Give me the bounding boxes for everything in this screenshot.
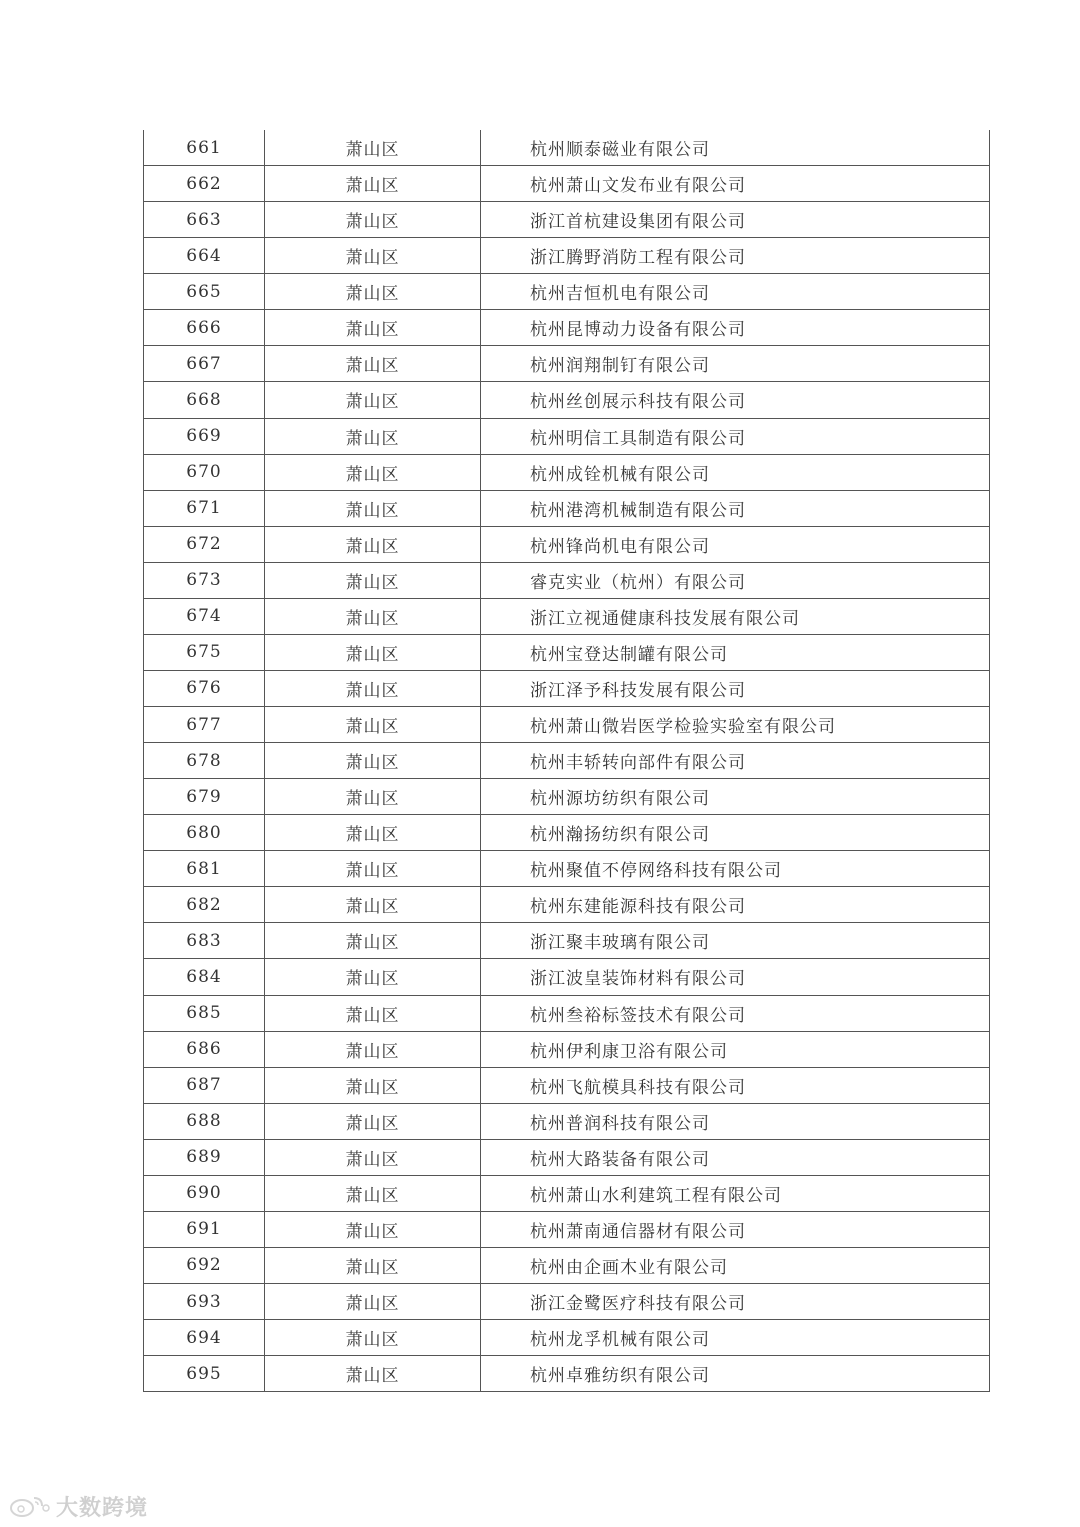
table-row	[144, 382, 990, 418]
company-name-cell: 杭州吉恒机电有限公司	[481, 274, 990, 310]
company-name-cell: 杭州东建能源科技有限公司	[481, 887, 990, 923]
district-cell: 萧山区	[265, 1284, 481, 1320]
company-name-cell: 杭州伊利康卫浴有限公司	[481, 1031, 990, 1067]
table-body	[144, 130, 990, 1392]
row-number-cell: 677	[144, 707, 265, 743]
row-number-cell: 695	[144, 1356, 265, 1392]
company-name-cell: 杭州飞航模具科技有限公司	[481, 1067, 990, 1103]
district-cell: 萧山区	[265, 1356, 481, 1392]
company-name-cell: 杭州成铨机械有限公司	[481, 454, 990, 490]
company-name-cell: 杭州源坊纺织有限公司	[481, 779, 990, 815]
district-cell: 萧山区	[265, 959, 481, 995]
company-name-cell: 杭州聚值不停网络科技有限公司	[481, 851, 990, 887]
company-name-cell: 浙江泽予科技发展有限公司	[481, 670, 990, 706]
watermark-text: 大数跨境	[56, 1495, 149, 1521]
district-cell: 萧山区	[265, 923, 481, 959]
row-number-cell: 679	[144, 779, 265, 815]
row-number-cell: 691	[144, 1211, 265, 1247]
row-number-cell: 666	[144, 310, 265, 346]
table-row	[144, 346, 990, 382]
district-cell: 萧山区	[265, 1247, 481, 1283]
table-row	[144, 1175, 990, 1211]
table-row	[144, 562, 990, 598]
table-row	[144, 490, 990, 526]
company-name-cell: 杭州萧南通信器材有限公司	[481, 1211, 990, 1247]
company-name-cell: 杭州顺泰磁业有限公司	[481, 130, 990, 166]
company-name-cell: 杭州萧山文发布业有限公司	[481, 166, 990, 202]
table-row	[144, 923, 990, 959]
table-row	[144, 995, 990, 1031]
company-name-cell: 浙江聚丰玻璃有限公司	[481, 923, 990, 959]
row-number-cell: 678	[144, 743, 265, 779]
row-number-cell: 682	[144, 887, 265, 923]
table-row	[144, 959, 990, 995]
company-name-cell: 杭州萧山水利建筑工程有限公司	[481, 1175, 990, 1211]
row-number-cell: 683	[144, 923, 265, 959]
row-number-cell: 671	[144, 490, 265, 526]
table-row	[144, 1139, 990, 1175]
district-cell: 萧山区	[265, 1211, 481, 1247]
district-cell: 萧山区	[265, 598, 481, 634]
table-row	[144, 454, 990, 490]
table-row	[144, 238, 990, 274]
company-name-cell: 杭州昆博动力设备有限公司	[481, 310, 990, 346]
table-row	[144, 1211, 990, 1247]
table-row	[144, 418, 990, 454]
row-number-cell: 690	[144, 1175, 265, 1211]
row-number-cell: 664	[144, 238, 265, 274]
district-cell: 萧山区	[265, 562, 481, 598]
row-number-cell: 661	[144, 130, 265, 166]
company-name-cell: 杭州宝登达制罐有限公司	[481, 634, 990, 670]
table-row	[144, 1067, 990, 1103]
company-name-cell: 杭州瀚扬纺织有限公司	[481, 815, 990, 851]
row-number-cell: 694	[144, 1320, 265, 1356]
row-number-cell: 662	[144, 166, 265, 202]
row-number-cell: 668	[144, 382, 265, 418]
district-cell: 萧山区	[265, 526, 481, 562]
table-row	[144, 743, 990, 779]
district-cell: 萧山区	[265, 670, 481, 706]
district-cell: 萧山区	[265, 346, 481, 382]
district-cell: 萧山区	[265, 166, 481, 202]
row-number-cell: 681	[144, 851, 265, 887]
row-number-cell: 673	[144, 562, 265, 598]
company-name-cell: 杭州叁裕标签技术有限公司	[481, 995, 990, 1031]
table-row	[144, 887, 990, 923]
district-cell: 萧山区	[265, 238, 481, 274]
company-name-cell: 浙江立视通健康科技发展有限公司	[481, 598, 990, 634]
row-number-cell: 667	[144, 346, 265, 382]
row-number-cell: 672	[144, 526, 265, 562]
district-cell: 萧山区	[265, 1067, 481, 1103]
table-row	[144, 1320, 990, 1356]
district-cell: 萧山区	[265, 887, 481, 923]
row-number-cell: 663	[144, 202, 265, 238]
row-number-cell: 670	[144, 454, 265, 490]
district-cell: 萧山区	[265, 851, 481, 887]
company-name-cell: 睿克实业（杭州）有限公司	[481, 562, 990, 598]
district-cell: 萧山区	[265, 707, 481, 743]
company-name-cell: 杭州锋尚机电有限公司	[481, 526, 990, 562]
row-number-cell: 687	[144, 1067, 265, 1103]
table-row	[144, 130, 990, 166]
district-cell: 萧山区	[265, 815, 481, 851]
company-name-cell: 浙江波皇装饰材料有限公司	[481, 959, 990, 995]
company-name-cell: 浙江首杭建设集团有限公司	[481, 202, 990, 238]
row-number-cell: 688	[144, 1103, 265, 1139]
district-cell: 萧山区	[265, 1320, 481, 1356]
table-row	[144, 851, 990, 887]
district-cell: 萧山区	[265, 382, 481, 418]
row-number-cell: 669	[144, 418, 265, 454]
row-number-cell: 684	[144, 959, 265, 995]
company-name-cell: 杭州明信工具制造有限公司	[481, 418, 990, 454]
district-cell: 萧山区	[265, 490, 481, 526]
row-number-cell: 692	[144, 1247, 265, 1283]
table-row	[144, 707, 990, 743]
district-cell: 萧山区	[265, 1031, 481, 1067]
district-cell: 萧山区	[265, 1139, 481, 1175]
table-row	[144, 634, 990, 670]
table-row	[144, 166, 990, 202]
table-row	[144, 1031, 990, 1067]
table-row	[144, 1247, 990, 1283]
district-cell: 萧山区	[265, 130, 481, 166]
table-row	[144, 598, 990, 634]
table-row	[144, 1103, 990, 1139]
company-name-cell: 杭州丝创展示科技有限公司	[481, 382, 990, 418]
table-row	[144, 274, 990, 310]
table-row	[144, 670, 990, 706]
district-cell: 萧山区	[265, 418, 481, 454]
table-row	[144, 526, 990, 562]
row-number-cell: 686	[144, 1031, 265, 1067]
company-name-cell: 杭州大路装备有限公司	[481, 1139, 990, 1175]
company-list-table	[143, 130, 990, 1392]
district-cell: 萧山区	[265, 634, 481, 670]
table-row	[144, 1356, 990, 1392]
district-cell: 萧山区	[265, 743, 481, 779]
company-name-cell: 浙江腾野消防工程有限公司	[481, 238, 990, 274]
company-name-cell: 杭州港湾机械制造有限公司	[481, 490, 990, 526]
district-cell: 萧山区	[265, 1175, 481, 1211]
row-number-cell: 693	[144, 1284, 265, 1320]
table-row	[144, 815, 990, 851]
company-name-cell: 杭州丰轿转向部件有限公司	[481, 743, 990, 779]
district-cell: 萧山区	[265, 274, 481, 310]
row-number-cell: 675	[144, 634, 265, 670]
district-cell: 萧山区	[265, 202, 481, 238]
row-number-cell: 674	[144, 598, 265, 634]
weibo-logo-icon	[8, 1494, 52, 1518]
district-cell: 萧山区	[265, 1103, 481, 1139]
company-name-cell: 杭州普润科技有限公司	[481, 1103, 990, 1139]
row-number-cell: 680	[144, 815, 265, 851]
company-name-cell: 杭州卓雅纺织有限公司	[481, 1356, 990, 1392]
table-row	[144, 1284, 990, 1320]
district-cell: 萧山区	[265, 310, 481, 346]
company-name-cell: 杭州龙孚机械有限公司	[481, 1320, 990, 1356]
company-name-cell: 杭州萧山微岩医学检验实验室有限公司	[481, 707, 990, 743]
district-cell: 萧山区	[265, 995, 481, 1031]
company-name-cell: 杭州由企画木业有限公司	[481, 1247, 990, 1283]
table-row	[144, 202, 990, 238]
row-number-cell: 685	[144, 995, 265, 1031]
district-cell: 萧山区	[265, 779, 481, 815]
company-name-cell: 杭州润翔制钉有限公司	[481, 346, 990, 382]
table-row	[144, 310, 990, 346]
row-number-cell: 689	[144, 1139, 265, 1175]
row-number-cell: 676	[144, 670, 265, 706]
district-cell: 萧山区	[265, 454, 481, 490]
row-number-cell: 665	[144, 274, 265, 310]
company-name-cell: 浙江金鹭医疗科技有限公司	[481, 1284, 990, 1320]
table-row	[144, 779, 990, 815]
watermark	[8, 1490, 148, 1522]
